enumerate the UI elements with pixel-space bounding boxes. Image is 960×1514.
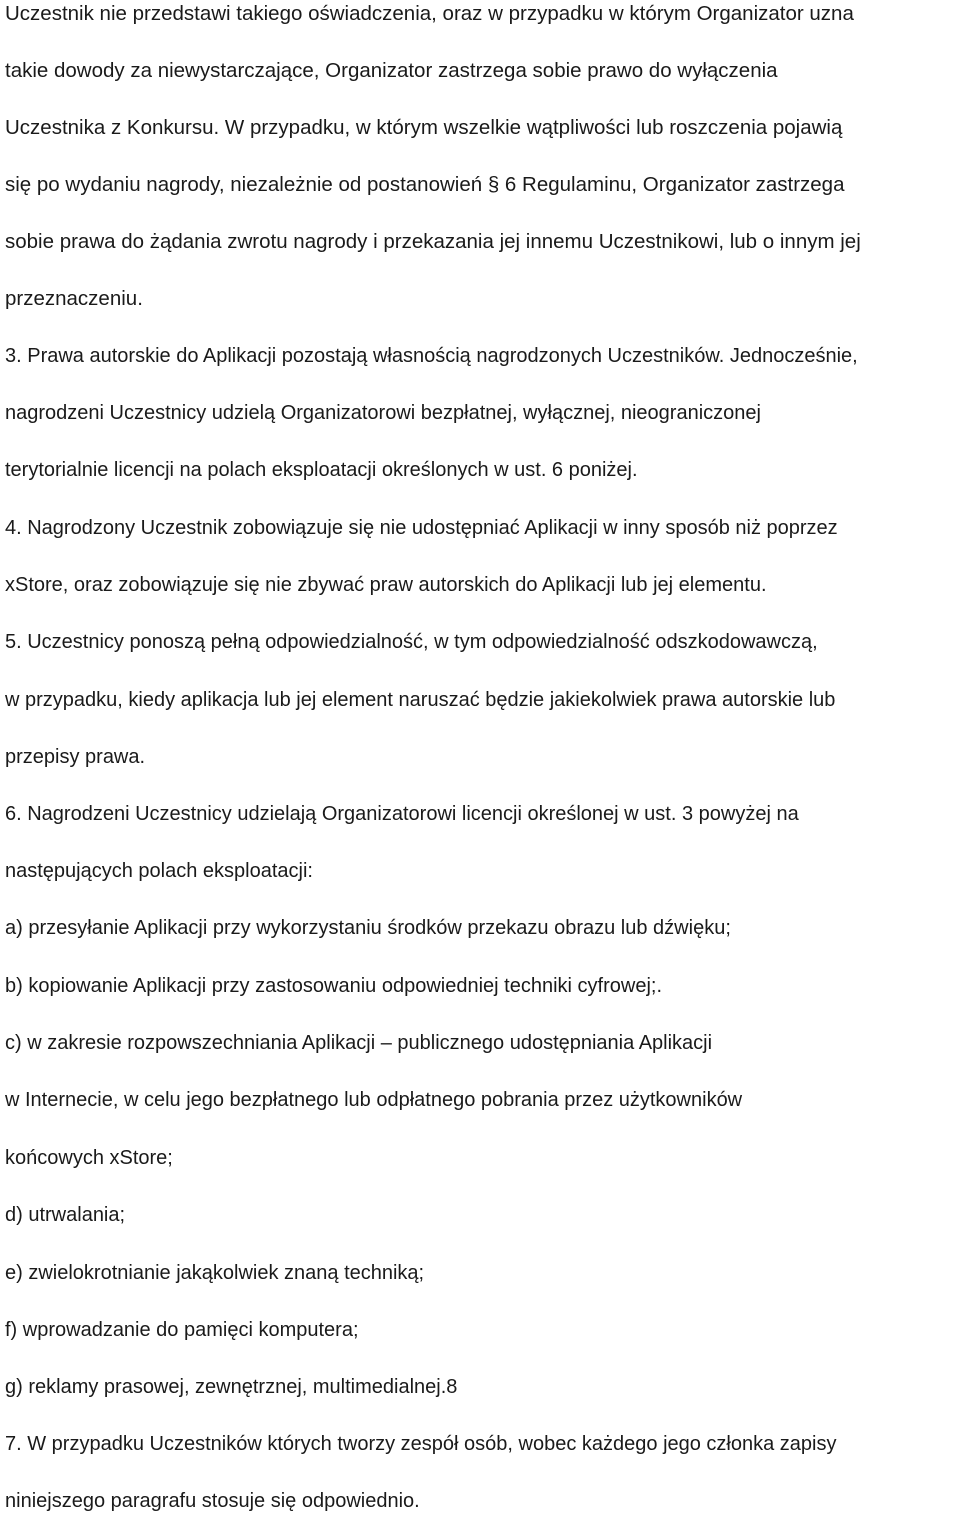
text-line: 4. Nagrodzony Uczestnik zobowiązuje się nie udostępniać Aplikacji w inny sposób niż poprzez	[5, 517, 838, 539]
text-line: f) wprowadzanie do pamięci komputera;	[5, 1319, 359, 1341]
text-line: xStore, oraz zobowiązuje się nie zbywać praw autorskich do Aplikacji lub jej elementu.	[5, 574, 767, 596]
text-line: c) w zakresie rozpowszechniania Aplikacji – publicznego udostępniania Aplikacji	[5, 1032, 713, 1054]
text-line: końcowych xStore;	[5, 1147, 173, 1169]
text-line: d) utrwalania;	[5, 1204, 126, 1226]
text-line: Uczestnik nie przedstawi takiego oświadczenia, oraz w przypadku w którym Organizator uzna	[5, 2, 854, 25]
text-line: 3. Prawa autorskie do Aplikacji pozostają własnością nagrodzonych Uczestników. Jednocześnie,	[5, 345, 858, 367]
text-line: b) kopiowanie Aplikacji przy zastosowaniu odpowiedniej techniki cyfrowej;.	[5, 975, 663, 997]
text-line: terytorialnie licencji na polach eksploatacji określonych w ust. 6 poniżej.	[5, 459, 638, 481]
text-line: 7. W przypadku Uczestników których tworzy zespół osób, wobec każdego jego członka zapisy	[5, 1433, 837, 1455]
text-line: e) zwielokrotnianie jakąkolwiek znaną techniką;	[5, 1262, 425, 1284]
text-line: takie dowody za niewystarczające, Organizator zastrzega sobie prawo do wyłączenia	[5, 59, 778, 82]
text-line: przepisy prawa.	[5, 746, 146, 768]
text-line: sobie prawa do żądania zwrotu nagrody i przekazania jej innemu Uczestnikowi, lub o innym jej	[5, 230, 861, 253]
text-line: w przypadku, kiedy aplikacja lub jej element naruszać będzie jakiekolwiek prawa autorskie lub	[5, 689, 836, 711]
text-line: nagrodzeni Uczestnicy udzielą Organizatorowi bezpłatnej, wyłącznej, nieograniczonej	[5, 402, 761, 424]
text-line: 5. Uczestnicy ponoszą pełną odpowiedzialność, w tym odpowiedzialność odszkodowawczą,	[5, 631, 818, 653]
text-line: a) przesyłanie Aplikacji przy wykorzystaniu środków przekazu obrazu lub dźwięku;	[5, 917, 731, 939]
text-line: się po wydaniu nagrody, niezależnie od postanowień § 6 Regulaminu, Organizator zastrzega	[5, 173, 845, 196]
text-line: Uczestnika z Konkursu. W przypadku, w którym wszelkie wątpliwości lub roszczenia pojawią	[5, 116, 843, 139]
text-line: g) reklamy prasowej, zewnętrznej, multimedialnej.8	[5, 1376, 458, 1398]
text-line: przeznaczeniu.	[5, 287, 143, 310]
text-line: niniejszego paragrafu stosuje się odpowiednio.	[5, 1490, 420, 1512]
text-line: w Internecie, w celu jego bezpłatnego lub odpłatnego pobrania przez użytkowników	[5, 1089, 743, 1111]
text-line: 6. Nagrodzeni Uczestnicy udzielają Organizatorowi licencji określonej w ust. 3 powyżej na	[5, 803, 799, 825]
text-line: następujących polach eksploatacji:	[5, 860, 313, 882]
